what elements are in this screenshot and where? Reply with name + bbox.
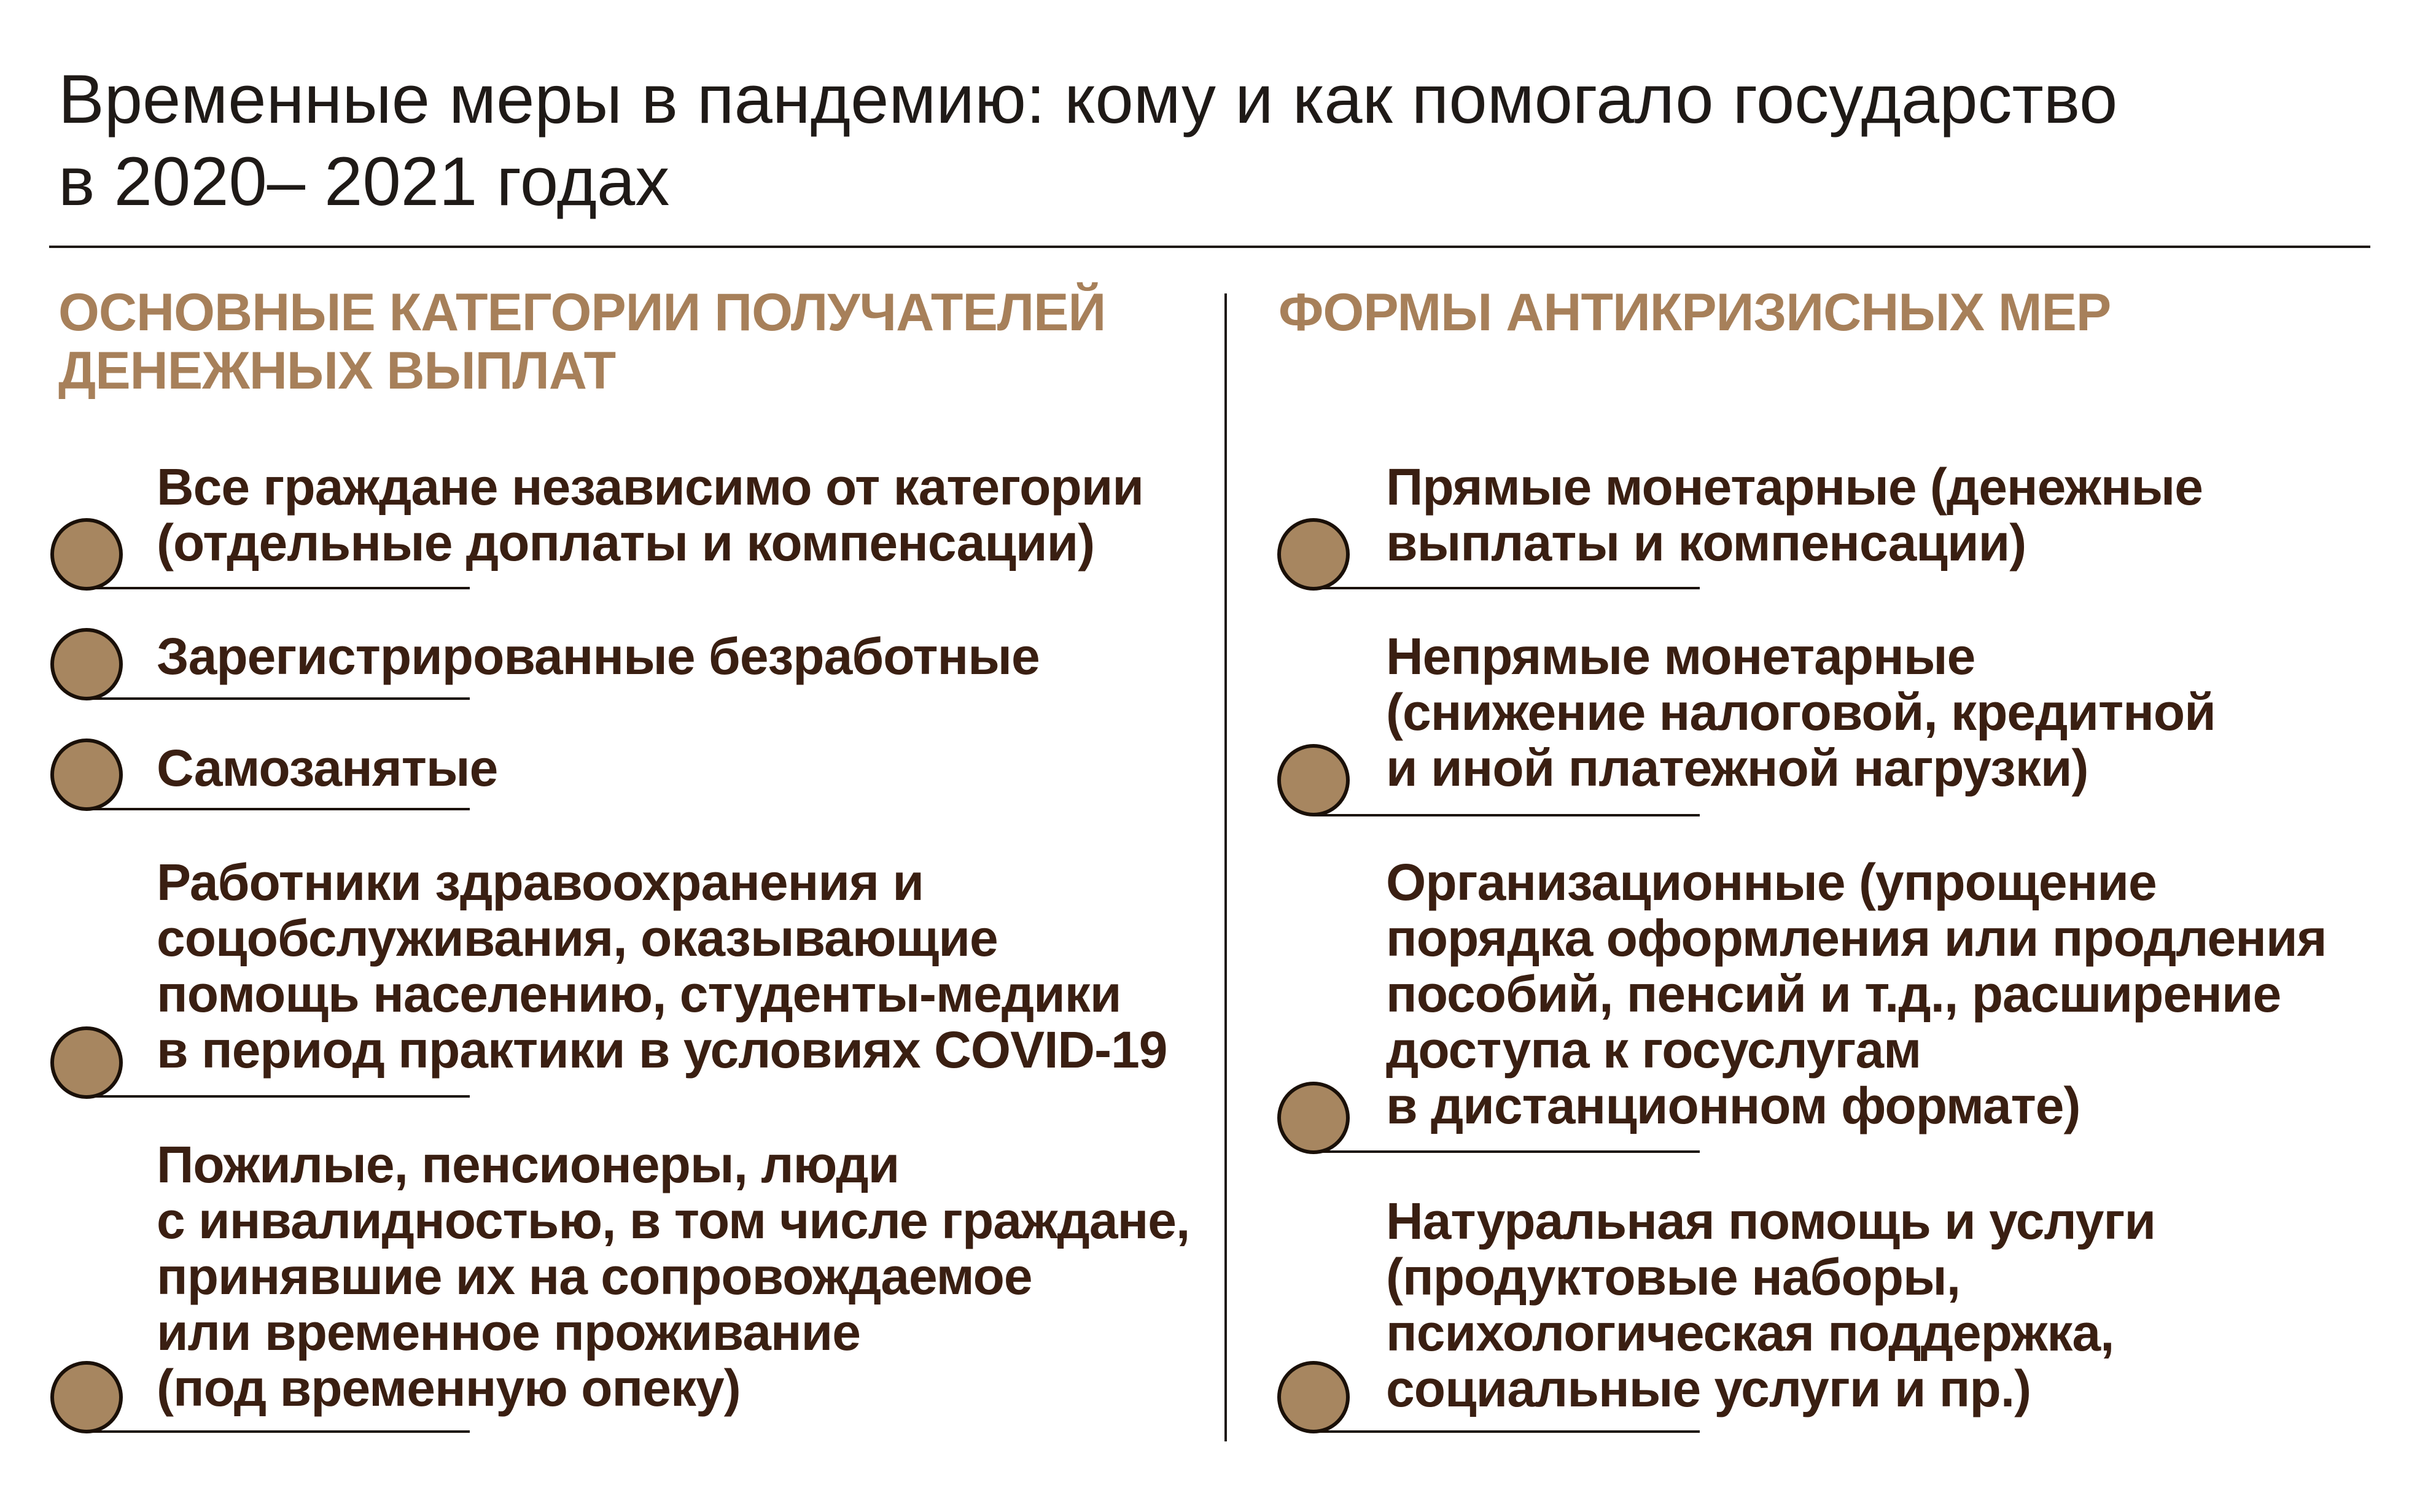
right-item-text — [1386, 459, 2203, 571]
text-line: с инвалидностью, в том числе граждане, — [157, 1192, 1190, 1249]
right-item-text — [1386, 855, 2327, 1134]
left-item-text — [157, 1137, 1189, 1416]
text-line: или временное проживание — [157, 1303, 861, 1361]
bullet-dot — [1277, 518, 1350, 591]
text-line: выплаты и компенсации) — [1386, 514, 2026, 572]
text-line: Прямые монетарные (денежные — [1386, 458, 2203, 516]
bullet-underline — [1314, 587, 1700, 589]
left-item-text — [157, 740, 497, 796]
text-line: Зарегистрированные безработные — [157, 627, 1040, 685]
bullet-underline — [1314, 814, 1700, 816]
bullet-dot — [50, 628, 123, 700]
bullet-underline — [86, 808, 470, 810]
text-line: Пожилые, пенсионеры, люди — [157, 1136, 900, 1193]
text-line: (отдельные доплаты и компенсации) — [157, 514, 1095, 572]
title-line-1: Временные меры в пандемию: кому и как помогало государство — [58, 61, 2118, 138]
text-line: Натуральная помощь и услуги — [1386, 1192, 2156, 1250]
title-line-2: в 2020– 2021 годах — [58, 143, 670, 220]
text-line: порядка оформления или продления — [1386, 909, 2327, 967]
bullet-underline — [86, 697, 470, 700]
left-column-heading — [58, 284, 1105, 400]
title-divider — [49, 246, 2370, 248]
bullet-underline — [1314, 1430, 1700, 1433]
right-column-heading — [1278, 284, 2111, 342]
bullet-dot — [1277, 744, 1350, 816]
diagram-title — [58, 58, 2330, 223]
left-heading-line-1: ОСНОВНЫЕ КАТЕГОРИИ ПОЛУЧАТЕЛЕЙ — [58, 283, 1106, 342]
bullet-dot — [50, 1361, 123, 1433]
text-line: Все граждане независимо от категории — [157, 458, 1144, 516]
bullet-dot — [1277, 1361, 1350, 1433]
bullet-dot — [1277, 1082, 1350, 1154]
text-line: Непрямые монетарные — [1386, 627, 1975, 685]
text-line: социальные услуги и пр.) — [1386, 1360, 2031, 1417]
left-item-text — [157, 629, 1040, 684]
text-line: Организационные (упрощение — [1386, 853, 2157, 911]
right-heading-line-1: ФОРМЫ АНТИКРИЗИСНЫХ МЕР — [1278, 283, 2111, 342]
bullet-dot — [50, 1026, 123, 1099]
bullet-underline — [1314, 1150, 1700, 1153]
bullet-underline — [86, 587, 470, 589]
bullet-dot — [50, 518, 123, 591]
bullet-dot — [50, 739, 123, 811]
bullet-underline — [86, 1095, 470, 1098]
text-line: помощь населению, студенты-медики — [157, 965, 1121, 1023]
text-line: психологическая поддержка, — [1386, 1304, 2114, 1362]
text-line: соцобслуживания, оказывающие — [157, 909, 998, 967]
text-line: Самозанятые — [157, 739, 498, 797]
left-item-text — [157, 459, 1143, 571]
column-divider — [1224, 293, 1227, 1441]
right-item-text — [1386, 1193, 2155, 1417]
text-line: (продуктовые наборы, — [1386, 1248, 1961, 1306]
text-line: в дистанционном формате) — [1386, 1077, 2080, 1134]
bullet-underline — [86, 1430, 470, 1433]
text-line: пособий, пенсий и т.д., расширение — [1386, 965, 2281, 1023]
text-line: (под временную опеку) — [157, 1359, 741, 1417]
text-line: принявшие их на сопровождаемое — [157, 1247, 1032, 1305]
right-item-text — [1386, 629, 2216, 796]
text-line: (снижение налоговой, кредитной — [1386, 683, 2216, 741]
text-line: доступа к госуслугам — [1386, 1021, 1921, 1079]
left-item-text — [157, 855, 1167, 1078]
text-line: и иной платежной нагрузки) — [1386, 739, 2088, 797]
text-line: в период практики в условиях COVID-19 — [157, 1021, 1167, 1079]
text-line: Работники здравоохранения и — [157, 853, 924, 911]
left-heading-line-2: ДЕНЕЖНЫХ ВЫПЛАТ — [58, 341, 616, 400]
